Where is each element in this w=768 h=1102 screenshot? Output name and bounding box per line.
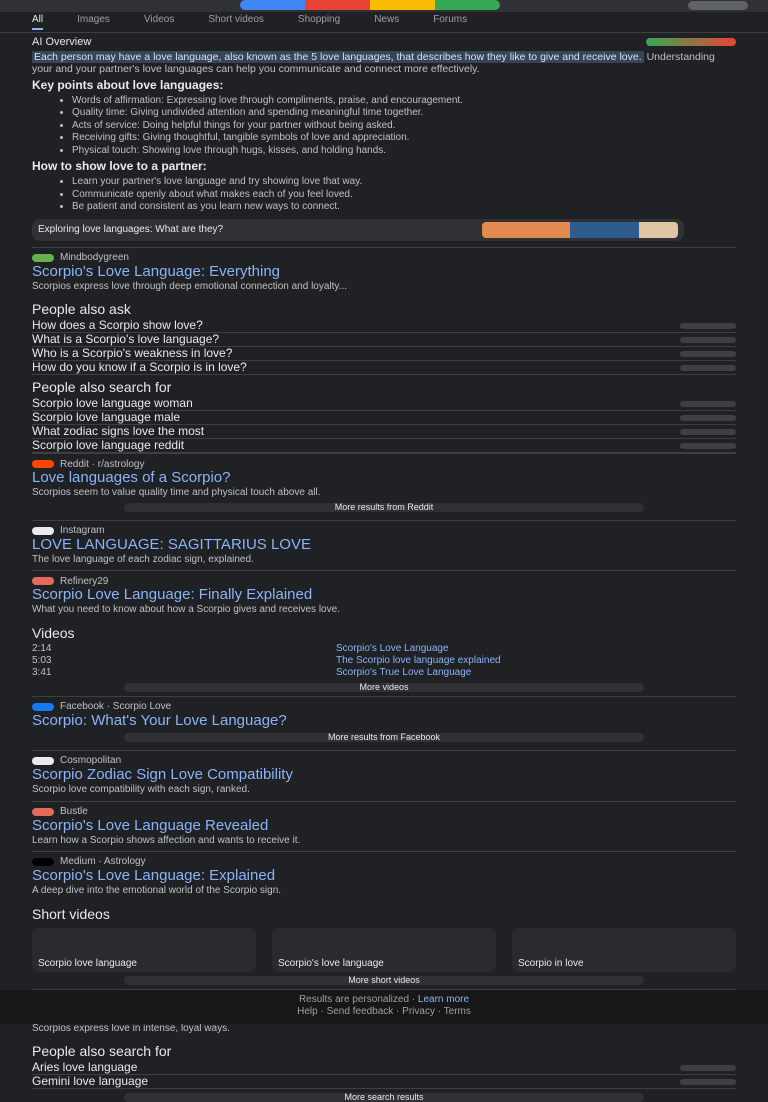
result-snippet: What you need to know about how a Scorpio gives and receives love.: [32, 604, 736, 616]
site-favicon-icon: [32, 858, 54, 866]
site-favicon-icon: [32, 527, 54, 535]
list-item: • Words of affirmation: Expressing love through compliments, praise, and encouragement.: [72, 95, 736, 107]
related-search-text: What zodiac signs love the most: [32, 425, 204, 439]
search-result: [32, 520, 736, 571]
site-favicon-icon: [32, 254, 54, 262]
search-tabs: [0, 12, 768, 33]
video-item[interactable]: [32, 667, 736, 679]
list-item: • Be patient and consistent as you learn new ways to connect.: [72, 201, 736, 213]
search-icon: [680, 1065, 736, 1071]
site-name: Facebook · Scorpio Love: [60, 701, 171, 713]
result-site: [32, 252, 736, 264]
list-item: • Quality time: Giving undivided attention and spending meaningful time together.: [72, 107, 736, 119]
related-search[interactable]: [32, 1061, 736, 1075]
chevron-down-icon: [680, 323, 736, 329]
result-title-link[interactable]: Scorpio's Love Language Revealed: [32, 818, 736, 834]
video-title[interactable]: The Scorpio love language explained: [336, 655, 736, 667]
facebook-icon: [32, 703, 54, 711]
search-icon: [680, 443, 736, 449]
site-favicon-icon: [32, 757, 54, 765]
search-icon: [680, 429, 736, 435]
video-duration: 2:14: [32, 643, 51, 655]
question-text: Who is a Scorpio's weakness in love?: [32, 347, 232, 361]
more-results-button[interactable]: More results from Facebook: [124, 733, 644, 742]
ai-overview-header: [32, 35, 736, 49]
result-title-link[interactable]: Scorpio Love Language: Finally Explained: [32, 587, 736, 603]
tab-short-videos[interactable]: Short videos: [208, 14, 264, 30]
site-name: TikTok · Astrology: [62, 994, 141, 1006]
key-points-list: [32, 95, 736, 157]
related-search-text: Scorpio love language woman: [32, 397, 193, 411]
search-result: [32, 750, 736, 801]
search-icon: [680, 415, 736, 421]
how-to-list: [32, 176, 736, 213]
more-results-button[interactable]: More results from Reddit: [124, 503, 644, 512]
paa-question[interactable]: [32, 361, 736, 375]
search-result: [32, 801, 736, 852]
top-bar: [0, 0, 768, 12]
people-also-search-title-2: People also search for: [32, 1043, 736, 1059]
result-snippet: Learn how a Scorpio shows affection and wants to receive it.: [32, 835, 736, 847]
search-result: [32, 247, 736, 298]
site-name: Cosmopolitan: [60, 755, 121, 767]
footer-links[interactable]: Help · Send feedback · Privacy · Terms: [0, 1006, 768, 1018]
ai-overview-text: [32, 51, 736, 75]
result-snippet: Scorpio love compatibility with each sign, ranked.: [32, 784, 736, 796]
key-points-title: Key points about love languages:: [32, 79, 736, 93]
site-name: Refinery29: [60, 576, 108, 588]
footer-text: Results are personalized: [299, 994, 409, 1005]
learn-more-link[interactable]: Learn more: [418, 994, 469, 1005]
result-title-link[interactable]: Love languages of a Scorpio?: [32, 470, 736, 486]
list-item: • Physical touch: Showing love through hugs, kisses, and holding hands.: [72, 145, 736, 157]
related-search-text: Scorpio love language reddit: [32, 439, 184, 453]
chevron-down-icon: [680, 337, 736, 343]
result-title-link[interactable]: Scorpio's Love Language is Love: [32, 1006, 736, 1022]
result-site: [32, 806, 736, 818]
google-logo[interactable]: [240, 0, 500, 10]
short-video-card[interactable]: Scorpio in love: [512, 928, 736, 972]
chevron-down-icon: [680, 365, 736, 371]
results-column: [0, 35, 768, 1102]
short-videos-title: Short videos: [32, 906, 736, 922]
site-name: Mindbodygreen: [60, 252, 129, 264]
video-item[interactable]: [32, 643, 736, 655]
related-search-text: Scorpio love language male: [32, 411, 180, 425]
tab-forums[interactable]: Forums: [433, 14, 467, 30]
page-footer: Results are personalized · Learn more Help · Send feedback · Privacy · Terms: [0, 990, 768, 1024]
list-item: • Learn your partner's love language and try showing love that way.: [72, 176, 736, 188]
related-search-text: Aries love language: [32, 1061, 137, 1075]
people-also-search-title: People also search for: [32, 379, 736, 395]
ai-overview-label: AI Overview: [32, 36, 91, 49]
site-name: Reddit · r/astrology: [60, 459, 144, 471]
video-title[interactable]: Scorpio's Love Language: [336, 643, 736, 655]
site-name: Bustle: [60, 806, 88, 818]
video-item[interactable]: [32, 655, 736, 667]
tab-shopping[interactable]: Shopping: [298, 14, 340, 30]
result-snippet: Scorpios express love through deep emotional connection and loyalty...: [32, 281, 736, 293]
tab-videos[interactable]: Videos: [144, 14, 174, 30]
search-result: [32, 696, 736, 750]
result-snippet: Scorpios express love in intense, loyal ways.: [32, 1023, 736, 1035]
how-to-title: How to show love to a partner:: [32, 160, 736, 174]
reddit-icon: [32, 460, 54, 468]
source-card[interactable]: [32, 219, 684, 241]
short-video-card[interactable]: Scorpio's love language: [272, 928, 496, 972]
site-favicon-icon: [32, 577, 54, 585]
search-icon: [680, 401, 736, 407]
more-search-results-button[interactable]: [124, 1093, 644, 1102]
question-text: How does a Scorpio show love?: [32, 319, 203, 333]
short-videos-carousel: [32, 928, 736, 972]
ai-overview-highlight: Each person may have a love language, also known as the 5 love languages, that describes how they like to give and receive love.: [32, 51, 644, 63]
source-thumbnail: [482, 222, 678, 238]
question-text: What is a Scorpio's love language?: [32, 333, 219, 347]
list-item: • Receiving gifts: Giving thoughtful, tangible symbols of love and appreciation.: [72, 132, 736, 144]
more-videos-button[interactable]: More videos: [124, 683, 644, 692]
more-short-videos-button[interactable]: More short videos: [124, 976, 644, 985]
ai-badge-icon: [646, 38, 736, 46]
people-also-ask-title: People also ask: [32, 301, 736, 317]
tab-images[interactable]: Images: [77, 14, 110, 30]
site-name: Medium · Astrology: [60, 856, 146, 868]
site-favicon-icon: [32, 808, 54, 816]
site-name: Instagram: [60, 525, 104, 537]
related-search[interactable]: [32, 1075, 736, 1089]
result-title-link[interactable]: Scorpio's Love Language: Everything: [32, 264, 736, 280]
result-snippet: A deep dive into the emotional world of the Scorpio sign.: [32, 885, 736, 897]
tab-news[interactable]: News: [374, 14, 399, 30]
search-icon: [680, 1079, 736, 1085]
chevron-down-icon: [680, 351, 736, 357]
result-snippet: The love language of each zodiac sign, explained.: [32, 554, 736, 566]
video-duration: 3:41: [32, 667, 51, 679]
ai-overview-rest: Understanding your and your partner's love languages can help you communicate and connect more effectively.: [32, 51, 715, 75]
short-video-card[interactable]: Scorpio love language: [32, 928, 256, 972]
question-text: How do you know if a Scorpio is in love?: [32, 361, 247, 375]
video-duration: 5:03: [32, 655, 51, 667]
ai-source-cards: [32, 219, 736, 241]
result-title-link[interactable]: Scorpio Zodiac Sign Love Compatibility: [32, 767, 736, 783]
source-card-title: Exploring love languages: What are they?: [38, 224, 223, 236]
account-avatar[interactable]: [688, 1, 748, 10]
videos-title: Videos: [32, 625, 736, 641]
list-item: • Communicate openly about what makes each of you feel loved.: [72, 189, 736, 201]
result-title-link[interactable]: LOVE LANGUAGE: SAGITTARIUS LOVE: [32, 537, 736, 553]
tab-all[interactable]: All: [32, 14, 43, 30]
search-result: [32, 453, 736, 520]
list-item: • Acts of service: Doing helpful things for your partner without being asked.: [72, 120, 736, 132]
result-title-link[interactable]: Scorpio: What's Your Love Language?: [32, 713, 736, 729]
related-search-text: [32, 1075, 148, 1089]
result-title-link[interactable]: Scorpio's Love Language: Explained: [32, 868, 736, 884]
result-snippet: Scorpios seem to value quality time and physical touch above all.: [32, 487, 736, 499]
search-result: [32, 570, 736, 621]
related-search[interactable]: [32, 439, 736, 453]
search-result: [32, 851, 736, 902]
video-title[interactable]: Scorpio's True Love Language: [336, 667, 736, 679]
